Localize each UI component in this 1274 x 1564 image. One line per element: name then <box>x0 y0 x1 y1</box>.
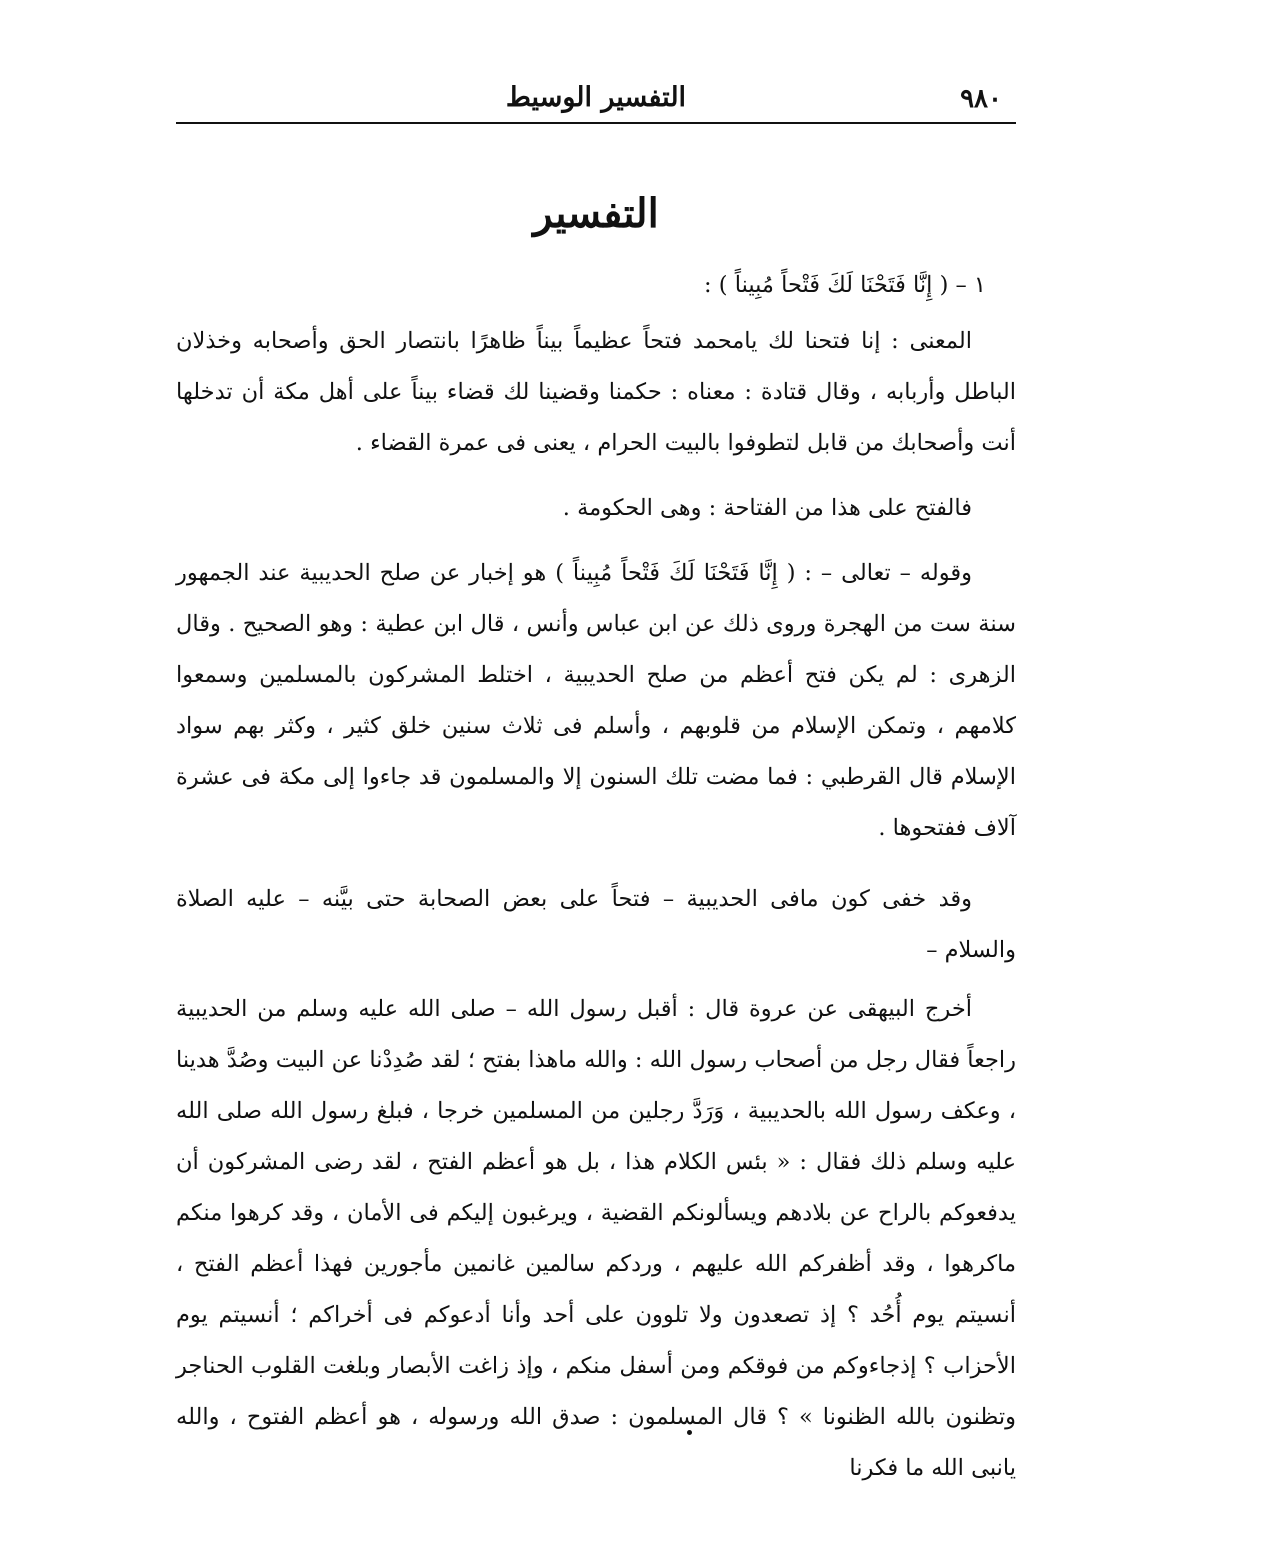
paragraph-hudaybiyyah: وقوله – تعالى – : ( إِنَّا فَتَحْنَا لَكَ فَتْحاً مُبِيناً ) هو إخبار عن صلح الحديبية عند الجمهور سنة ست من الهجرة وروى ذلك عن ابن عباس وأنس ، قال ابن عطية : وهو الصحيح . وقال الزهرى : لم يكن فتح أعظم من صلح الحديبية ، اختلط المشركون بالمسلمين وسمعوا كلامهم ، وتمكن الإسلام من قلوبهم ، وأسلم فى ثلاث سنين خلق كثير ، وكثر بهم سواد الإسلام قال القرطبي : فما مضت تلك السنون إلا والمسلمون قد جاءوا إلى مكة فى عشرة آلاف ففتحوها . <box>176 560 1016 841</box>
page-number: ٩٨٠ <box>960 84 1002 114</box>
verse-heading: ١ – ( إِنَّا فَتَحْنَا لَكَ فَتْحاً مُبِيناً ) : <box>704 272 986 298</box>
running-header <box>176 78 1016 124</box>
running-title: التفسير الوسيط <box>505 82 687 113</box>
paragraph-khafa: وقد خفى كون مافى الحديبية – فتحاً على بعض الصحابة حتى بيَّنه – عليه الصلاة والسلام – <box>176 886 1016 963</box>
body-text <box>176 260 1016 1494</box>
section-title: التفسير <box>533 190 659 237</box>
footer-dot <box>687 1430 692 1435</box>
paragraph-fath: فالفتح على هذا من الفتاحة : وهى الحكومة . <box>562 495 972 521</box>
paragraph-meaning: المعنى : إنا فتحنا لك يامحمد فتحاً عظيماً بيناً ظاهرًا بانتصار الحق وأصحابه وخذلان الباطل وأربابه ، وقال قتادة : معناه : حكمنا وقضينا لك قضاء بيناً على أهل مكة أن تدخلها أنت وأصحابك من قابل لتطوفوا بالبيت الحرام ، يعنى فى عمرة القضاء . <box>176 328 1016 456</box>
paragraph-bayhaqi: أخرج البيهقى عن عروة قال : أقبل رسول الله – صلى الله عليه وسلم من الحديبية راجعاً فقال رجل من أصحاب رسول الله : والله ماهذا بفتح ؛ لقد صُدِدْنا عن البيت وصُدَّ هدينا ، وعكف رسول الله بالحديبية ، وَرَدَّ رجلين من المسلمين خرجا ، فبلغ رسول الله صلى الله عليه وسلم ذلك فقال : « بئس الكلام هذا ، بل هو أعظم الفتح ، لقد رضى المشركون أن يدفعوكم بالراح عن بلادهم ويسألونكم القضية ، ويرغبون إليكم فى الأمان ، وقد كرهوا منكم ماكرهوا ، وقد أظفركم الله عليهم ، وردكم سالمين غانمين مأجورين فهذا أعظم الفتح ، أنسيتم يوم أُحُد ؟ إذ تصعدون ولا تلوون على أحد وأنا أدعوكم فى أخراكم ؛ أنسيتم يوم الأحزاب ؟ إذجاءوكم من فوقكم ومن أسفل منكم ، وإذ زاغت الأبصار وبلغت القلوب الحناجر وتظنون بالله الظنونا » ؟ قال المسلمون : صدق الله ورسوله ، هو أعظم الفتوح ، والله يانبى الله ما فكرنا <box>176 996 1016 1481</box>
